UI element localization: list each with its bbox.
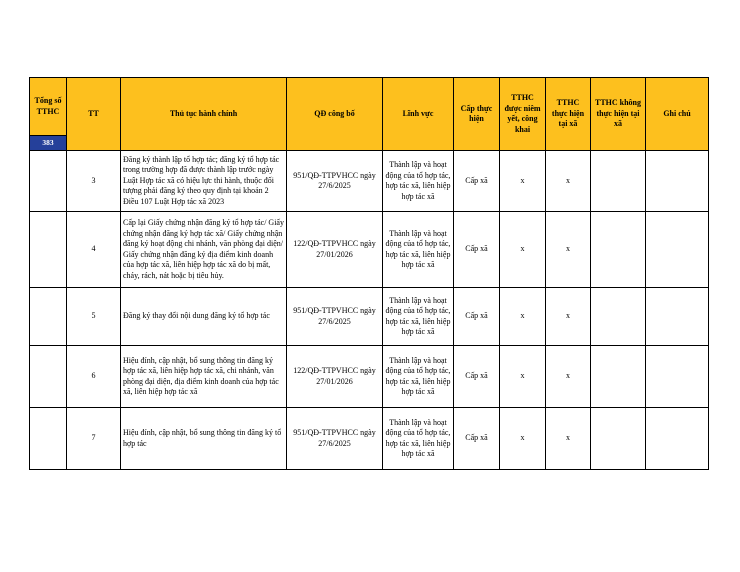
table-row bbox=[30, 212, 709, 288]
field-cell: Thành lập và hoạt động của tổ hợp tác, hợp tác xã, liên hiệp hợp tác xã bbox=[383, 346, 454, 408]
table-row bbox=[30, 346, 709, 408]
not-at-commune-cell bbox=[591, 408, 646, 470]
level-cell: Cấp xã bbox=[454, 408, 500, 470]
not-at-commune-cell bbox=[591, 151, 646, 212]
header-at-commune: TTHC thực hiện tại xã bbox=[546, 78, 591, 151]
field-cell: Thành lập và hoạt động của tổ hợp tác, hợp tác xã, liên hiệp hợp tác xã bbox=[383, 408, 454, 470]
decision-cell: 951/QĐ-TTPVHCC ngày 27/6/2025 bbox=[287, 151, 383, 212]
posted-cell: x bbox=[500, 151, 546, 212]
procedure-cell: Hiệu đính, cập nhật, bổ sung thông tin đăng ký tổ hợp tác bbox=[121, 408, 287, 470]
header-total-label: Tổng số TTHC bbox=[30, 78, 67, 136]
tt-cell: 4 bbox=[67, 212, 121, 288]
tt-cell: 7 bbox=[67, 408, 121, 470]
table-body bbox=[30, 151, 709, 470]
note-cell bbox=[646, 212, 709, 288]
total-cell bbox=[30, 288, 67, 346]
procedure-cell: Hiệu đính, cập nhật, bổ sung thông tin đăng ký hợp tác xã, liên hiệp hợp tác xã, chi nhánh, văn phòng đại diện, địa điểm kinh doanh của hợp tác xã, liên hiệp hợp tác xã bbox=[121, 346, 287, 408]
decision-cell: 122/QĐ-TTPVHCC ngày 27/01/2026 bbox=[287, 212, 383, 288]
header-tt: TT bbox=[67, 78, 121, 151]
header-procedure: Thủ tục hành chính bbox=[121, 78, 287, 151]
posted-cell: x bbox=[500, 346, 546, 408]
at-commune-cell: x bbox=[546, 408, 591, 470]
at-commune-cell: x bbox=[546, 288, 591, 346]
tt-cell: 6 bbox=[67, 346, 121, 408]
level-cell: Cấp xã bbox=[454, 151, 500, 212]
field-cell: Thành lập và hoạt động của tổ hợp tác, hợp tác xã, liên hiệp hợp tác xã bbox=[383, 212, 454, 288]
note-cell bbox=[646, 346, 709, 408]
header-level: Cấp thực hiện bbox=[454, 78, 500, 151]
at-commune-cell: x bbox=[546, 212, 591, 288]
table-row bbox=[30, 151, 709, 212]
level-cell: Cấp xã bbox=[454, 346, 500, 408]
field-cell: Thành lập và hoạt động của tổ hợp tác, hợp tác xã, liên hiệp hợp tác xã bbox=[383, 151, 454, 212]
note-cell bbox=[646, 288, 709, 346]
total-cell bbox=[30, 408, 67, 470]
total-cell bbox=[30, 151, 67, 212]
procedure-cell: Đăng ký thành lập tổ hợp tác; đăng ký tổ hợp tác trong trường hợp đã được thành lập trước ngày Luật Hợp tác xã có hiệu lực thi hành, thuộc đối tượng phải đăng ký theo quy định tại khoản 2 Điều 107 Luật Hợp tác xã 2023 bbox=[121, 151, 287, 212]
decision-cell: 951/QĐ-TTPVHCC ngày 27/6/2025 bbox=[287, 408, 383, 470]
level-cell: Cấp xã bbox=[454, 212, 500, 288]
total-count-badge: 383 bbox=[30, 136, 67, 151]
header-decision: QĐ công bố bbox=[287, 78, 383, 151]
not-at-commune-cell bbox=[591, 346, 646, 408]
level-cell: Cấp xã bbox=[454, 288, 500, 346]
at-commune-cell: x bbox=[546, 346, 591, 408]
procedures-table bbox=[29, 77, 709, 470]
table-row bbox=[30, 288, 709, 346]
field-cell: Thành lập và hoạt động của tổ hợp tác, hợp tác xã, liên hiệp hợp tác xã bbox=[383, 288, 454, 346]
decision-cell: 122/QĐ-TTPVHCC ngày 27/01/2026 bbox=[287, 346, 383, 408]
note-cell bbox=[646, 408, 709, 470]
posted-cell: x bbox=[500, 408, 546, 470]
header-field: Lĩnh vực bbox=[383, 78, 454, 151]
note-cell bbox=[646, 151, 709, 212]
table-row bbox=[30, 408, 709, 470]
header-not-at-commune: TTHC không thực hiện tại xã bbox=[591, 78, 646, 151]
decision-cell: 951/QĐ-TTPVHCC ngày 27/6/2025 bbox=[287, 288, 383, 346]
procedure-cell: Đăng ký thay đổi nội dung đăng ký tổ hợp tác bbox=[121, 288, 287, 346]
total-cell bbox=[30, 212, 67, 288]
not-at-commune-cell bbox=[591, 212, 646, 288]
total-cell bbox=[30, 346, 67, 408]
not-at-commune-cell bbox=[591, 288, 646, 346]
posted-cell: x bbox=[500, 212, 546, 288]
header-note: Ghi chú bbox=[646, 78, 709, 151]
posted-cell: x bbox=[500, 288, 546, 346]
tt-cell: 3 bbox=[67, 151, 121, 212]
tt-cell: 5 bbox=[67, 288, 121, 346]
table-header bbox=[30, 78, 709, 151]
at-commune-cell: x bbox=[546, 151, 591, 212]
header-posted: TTHC được niêm yết, công khai bbox=[500, 78, 546, 151]
procedure-cell: Cấp lại Giấy chứng nhận đăng ký tổ hợp tác/ Giấy chứng nhận đăng ký hợp tác xã/ Giấy chứng nhận đăng ký hoạt động chi nhánh, văn phòng đại diện/ Giấy chứng nhận đăng ký địa điểm kinh doanh của hợp tác xã, liên hiệp hợp tác xã do bị mất, cháy, rách, nát hoặc bị tiêu hủy. bbox=[121, 212, 287, 288]
